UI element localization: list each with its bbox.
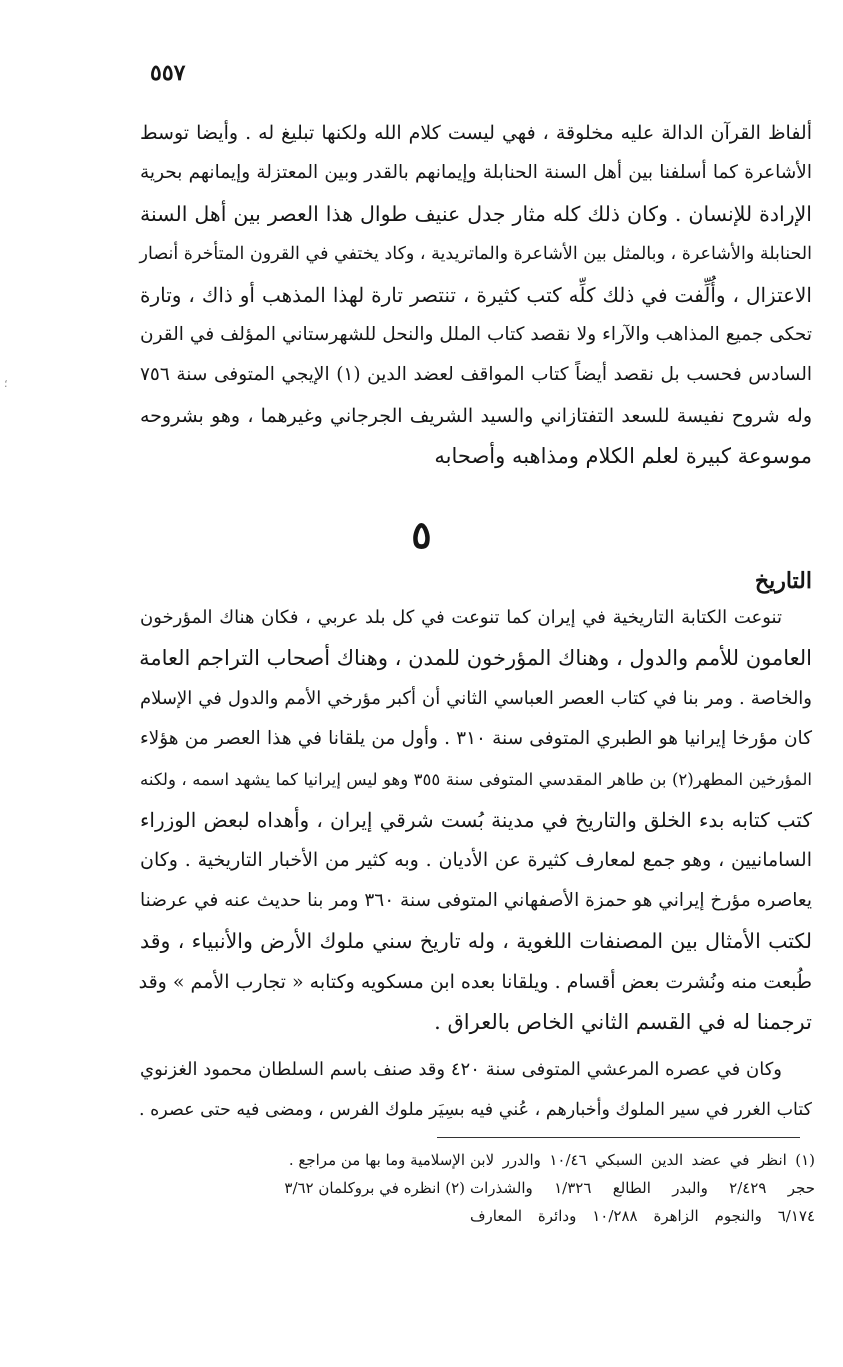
footnote-line: حجر ٢/٤٢٩ والبدر الطالع ١/٣٢٦ والشذرات <box>470 1179 815 1197</box>
text-line: ترجمنا له في القسم الثاني الخاص بالعراق . <box>434 1010 812 1035</box>
text-line: وله شروح نفيسة للسعد التفتازاني والسيد الشريف الجرجاني وغيرهما ، وهو بشروحه <box>140 404 812 427</box>
intro-paragraph <box>140 113 812 477</box>
history-paragraph-2 <box>140 1050 812 1131</box>
text-line: تحكى جميع المذاهب والآراء ولا نقصد كتاب الملل والنحل للشهرستاني المؤلف في القرن <box>140 324 812 346</box>
history-paragraph <box>140 598 812 1042</box>
text-line: يعاصره مؤرخ إيراني هو حمزة الأصفهاني المتوفى سنة ٣٦٠ ومر بنا حديث عنه في عرضنا <box>140 889 812 911</box>
text-line: السامانيين ، وهو جمع لمعارف كثيرة عن الأديان . وبه كثير من الأخبار التاريخية . وكان <box>140 849 812 872</box>
footnote-divider <box>437 1137 800 1138</box>
text-line: موسوعة كبيرة لعلم الكلام ومذاهبه وأصحابه <box>434 444 812 469</box>
text-line: كان مؤرخا إيرانيا هو الطبري المتوفى سنة ٣١٠ . وأول من يلقانا في هذا العصر من هؤلاء <box>140 728 812 750</box>
footnote-line: (١) انظر في عضد الدين السبكي ١٠/٤٦ والدرر لابن <box>470 1151 815 1169</box>
text-line: الإرادة للإنسان . وكان ذلك كله مثار جدل عنيف طوال هذا العصر بين أهل السنة <box>140 201 812 226</box>
page-number: ٥٥٧ <box>150 60 186 86</box>
section-heading: التاريخ <box>754 568 812 594</box>
footnotes-left-column <box>270 1146 465 1202</box>
footnote-line: (٢) انظره في بروكلمان ٣/٦٢ <box>284 1179 465 1197</box>
text-line: كتب كتابه بدء الخلق والتاريخ في مدينة بُست شرقي إيران ، وأهداه لبعض الوزراء <box>140 808 812 833</box>
text-line: الأشاعرة كما أسلفنا بين أهل السنة الحنابلة وإيمانهم بالقدر وبين المعتزلة وإيمانهم بحرية <box>140 162 812 184</box>
text-line: وكان في عصره المرعشي المتوفى سنة ٤٢٠ وقد صنف باسم السلطان محمود الغزنوي <box>140 1059 782 1080</box>
footnote-line: الإسلامية وما بها من مراجع . <box>288 1151 465 1169</box>
margin-mark: ؛ <box>4 377 8 390</box>
text-line: كتاب الغرر في سير الملوك وأخبارهم ، عُني فيه بسِيَر ملوك الفرس ، ومضى فيه حتى عصره . <box>139 1100 812 1121</box>
text-line: المؤرخين المطهر(٢) بن طاهر المقدسي المتوفى سنة ٣٥٥ وهو ليس إيرانيا كما يشهد اسمه ، ولكنه <box>140 769 812 789</box>
text-line: طُبعت منه ونُشرت بعض أقسام . ويلقانا بعده ابن مسكويه وكتابه « تجارب الأمم » وقد <box>138 970 812 993</box>
text-line: لكتب الأمثال بين المصنفات اللغوية ، وله تاريخ سني ملوك الأرض والأنبياء ، وقد <box>140 929 812 954</box>
text-line: تنوعت الكتابة التاريخية في إيران كما تنوعت في كل بلد عربي ، فكان هناك المؤرخون <box>140 607 782 628</box>
section-number: ٥ <box>411 512 432 557</box>
text-line: العامون للأمم والدول ، وهناك المؤرخون للمدن ، وهناك أصحاب التراجم العامة <box>139 646 812 671</box>
text-line: السادس فحسب بل نقصد أيضاً كتاب المواقف لعضد الدين (١) الإيجي المتوفى سنة ٧٥٦ <box>140 364 812 386</box>
footnote-line: ٦/١٧٤ والنجوم الزاهرة ١٠/٢٨٨ ودائرة المعارف <box>470 1207 815 1225</box>
footnotes-right-column <box>470 1146 815 1230</box>
text-line: ألفاظ القرآن الدالة عليه مخلوقة ، فهي ليست كلام الله ولكنها تبليغ له . وأيضا توسط <box>140 122 812 144</box>
text-line: والخاصة . ومر بنا في كتاب العصر العباسي الثاني أن أكبر مؤرخي الأمم والدول في الإسلام <box>140 687 812 709</box>
text-line: الاعتزال ، وأُلِّفت في ذلك كلِّه كتب كثيرة ، تنتصر تارة لهذا المذهب أو ذاك ، وتارة <box>140 282 812 307</box>
text-line: الحنابلة والأشاعرة ، وبالمثل بين الأشاعرة والماتريدية ، وكاد يختفي في القرون المتأخرة أنصار <box>139 244 812 265</box>
